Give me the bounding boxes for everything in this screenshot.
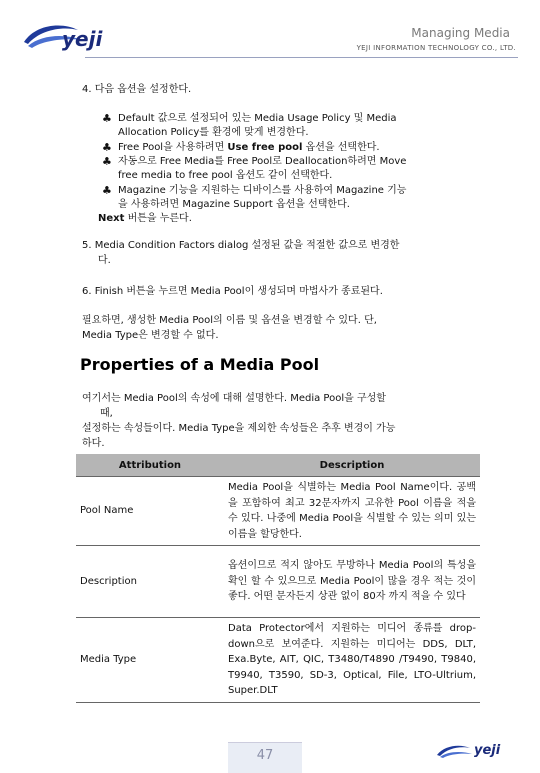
step5-line1: 5. Media Condition Factors dialog 설정된 값을 적절한 값으로 변경한 <box>82 240 400 251</box>
attr-cell: Description <box>76 546 224 618</box>
bullet3-line2: free media to free pool 옵션도 같이 선택한다. <box>118 170 333 181</box>
step6: 6. Finish 버튼을 누르면 Media Pool이 생성되며 마법사가 종료된다. <box>82 286 383 297</box>
club-bullet-icon: ♣ <box>102 155 112 168</box>
intro-line1: 여기서는 Media Pool의 속성에 대해 설명한다. Media Pool을 구성할 <box>82 393 386 404</box>
intro-line4: 하다. <box>82 438 105 449</box>
attr-cell: Media Type <box>76 618 224 703</box>
intro-line3: 설정하는 속성들이다. Media Type을 제외한 속성들은 추후 변경이 가능 <box>82 423 396 434</box>
desc-cell: Media Pool을 식별하는 Media Pool Name이다. 공백을 포함하여 최고 32문자까지 고유한 Pool 이름을 적을 수 있다. 나중에 Media Pool을 식별할 수 있는 의미 있는 이름을 할당한다. <box>224 477 480 546</box>
table-row <box>76 618 480 703</box>
properties-table <box>76 454 480 703</box>
footer-logo-swoosh-icon <box>436 742 476 762</box>
footer-logo <box>436 742 510 762</box>
header-company: YEJI INFORMATION TECHNOLOGY CO., LTD. <box>356 44 516 52</box>
footer-logo-text: yeji <box>474 743 501 758</box>
bullet2-pre: Free Pool을 사용하려면 <box>118 142 228 153</box>
section-title: Properties of a Media Pool <box>80 355 320 374</box>
bullet2-line <box>118 140 380 155</box>
table-header-row <box>76 454 480 477</box>
logo-text: yeji <box>62 27 103 51</box>
desc-cell: Data Protector에서 지원하는 미디어 종류를 drop-down으로 보여준다. 지원하는 미디어는 DDS, DLT, Exa.Byte, AIT, QIC, T3480/T4890 /T9490, T9840, T9940, T3590, SD-3, Optical, File, LTO-Ultrium, Super.DLT <box>224 618 480 703</box>
desc-cell: 옵션이므로 적지 않아도 무방하나 Media Pool의 특성을 확인 할 수 있으므로 Media Pool이 많을 경우 적는 것이 좋다. 어떤 문자든지 상관 없이 80자 까지 적을 수 있다 <box>224 546 480 618</box>
club-bullet-icon: ♣ <box>102 141 112 154</box>
yeji-logo <box>22 20 103 54</box>
club-bullet-icon: ♣ <box>102 112 112 125</box>
club-bullet-icon: ♣ <box>102 184 112 197</box>
step4-intro: 4. 다음 옵션을 설정한다. <box>82 84 192 95</box>
column-header-description: Description <box>224 454 480 477</box>
header-title: Managing Media <box>411 26 510 40</box>
next-post: 버튼을 누른다. <box>124 213 192 224</box>
intro-line2: 때, <box>100 408 113 419</box>
step5-line2: 다. <box>98 255 111 266</box>
bullet4-line2: 을 사용하려면 Magazine Support 옵션을 선택한다. <box>118 199 350 210</box>
note-line1: 필요하면, 생성한 Media Pool의 이름 및 옵션을 변경할 수 있다. 단, <box>82 315 377 326</box>
bullet1-line2: Allocation Policy를 환경에 맞게 변경한다. <box>118 127 309 138</box>
attr-cell: Pool Name <box>76 477 224 546</box>
page-number: 47 <box>256 748 274 763</box>
next-bold: Next <box>98 213 125 224</box>
table-row <box>76 546 480 618</box>
note-line2: Media Type은 변경할 수 없다. <box>82 330 219 341</box>
bullet1-line1: Default 값으로 설정되어 있는 Media Usage Policy 및 Media <box>118 113 397 124</box>
table-row <box>76 477 480 546</box>
bullet2-bold: Use free pool <box>227 142 303 153</box>
next-line <box>98 211 192 226</box>
bullet2-post: 옵션을 선택한다. <box>302 142 380 153</box>
column-header-attribution: Attribution <box>76 454 224 477</box>
page-number-box <box>228 742 302 773</box>
header-divider <box>85 57 518 58</box>
bullet3-line1: 자동으로 Free Media를 Free Pool로 Deallocation하려면 Move <box>118 156 407 167</box>
bullet4-line1: Magazine 기능을 지원하는 디바이스를 사용하여 Magazine 기능 <box>118 185 407 196</box>
